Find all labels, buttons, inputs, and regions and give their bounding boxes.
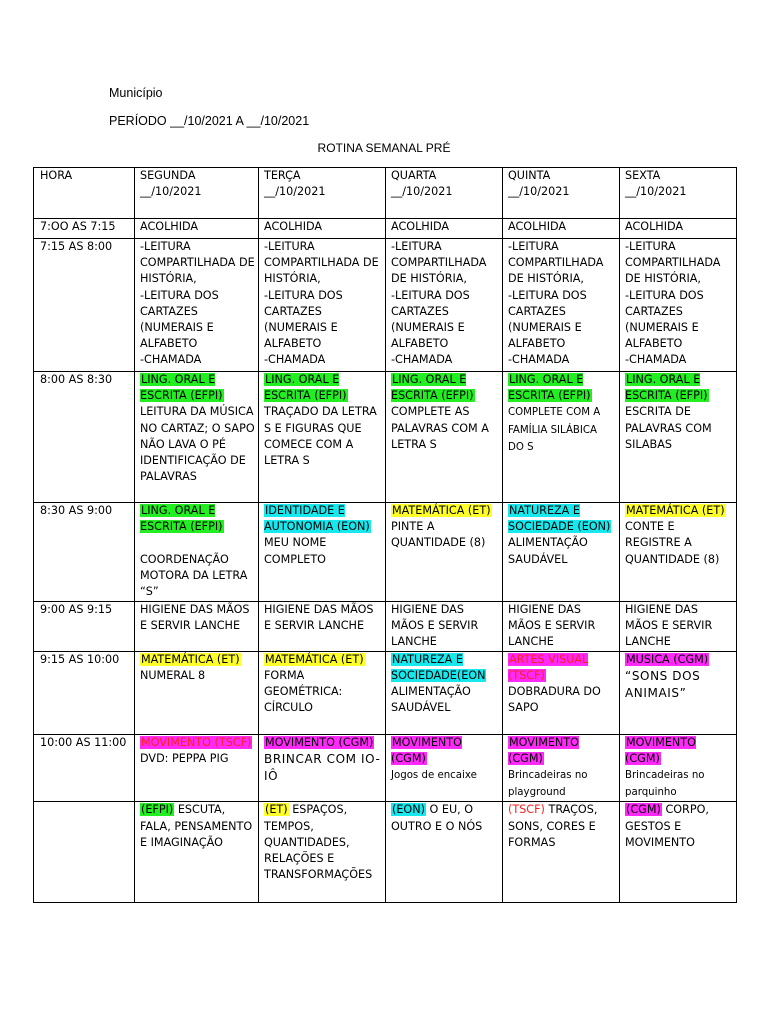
field-tag: (EFPI) [141, 803, 174, 817]
municipio-label: Município [109, 86, 163, 100]
activity-cell: ACOLHIDA [503, 219, 620, 239]
subject-tag: NATUREZA E SOCIEDADE(EON [391, 652, 486, 682]
activity-cell: ARTES VISUAL (TSCF) DOBRADURA DO SAPO [503, 651, 620, 734]
field-tag: (EON) [392, 803, 425, 817]
field-tag: (ET) [265, 803, 288, 817]
activity-cell: ACOLHIDA [259, 219, 386, 239]
time-cell [34, 802, 135, 903]
activity-cell: HIGIENE DAS MÃOS E SERVIR LANCHE [620, 602, 737, 652]
subject-tag: MUSICA (CGM) [626, 652, 709, 666]
activity-cell: IDENTIDADE E AUTONOMIA (EON) MEU NOME COMPLETO [259, 503, 386, 602]
activity-cell: (TSCF) TRAÇOS, SONS, CORES E FORMAS [503, 802, 620, 903]
activity-cell: -LEITURA COMPARTILHADA DE HISTÓRIA, -LEITURA DOS CARTAZES (NUMERAIS E ALFABETO -CHAMADA [503, 239, 620, 372]
header-cell-hora: HORA [34, 168, 135, 219]
subject-tag: LING. ORAL E ESCRITA (EFPI) [264, 373, 347, 403]
activity-cell: MATEMÁTICA (ET) FORMA GEOMÉTRICA: CÍRCULO [259, 651, 386, 734]
table-row [34, 802, 737, 903]
table-row [34, 734, 737, 802]
activity-cell: -LEITURA COMPARTILHADA DE HISTÓRIA, -LEITURA DOS CARTAZES (NUMERAIS E ALFABETO -CHAMADA [386, 239, 503, 372]
activity-cell: -LEITURA COMPARTILHADA DE HISTÓRIA, -LEITURA DOS CARTAZES (NUMERAIS E ALFABETO -CHAMADA [259, 239, 386, 372]
subject-tag: LING. ORAL E ESCRITA (EFPI) [625, 373, 708, 403]
activity-cell: ACOLHIDA [620, 219, 737, 239]
time-cell: 8:30 AS 9:00 [34, 503, 135, 602]
activity-cell: MATEMÁTICA (ET) PINTE A QUANTIDADE (8) [386, 503, 503, 602]
activity-cell: MOVIMENTO (CGM) Brincadeiras no parquinho [620, 734, 737, 802]
header-cell-segunda: SEGUNDA __/10/2021 [135, 168, 259, 219]
activity-cell: HIGIENE DAS MÃOS E SERVIR LANCHE [135, 602, 259, 652]
subject-tag: MOVIMENTO (CGM) [508, 735, 579, 765]
subject-tag: NATUREZA E SOCIEDADE (EON) [508, 504, 611, 534]
activity-cell: HIGIENE DAS MÃOS E SERVIR LANCHE [503, 602, 620, 652]
subject-tag: ARTES VISUAL (TSCF) [508, 652, 589, 682]
activity-cell: NATUREZA E SOCIEDADE(EON ALIMENTAÇÃO SAUDÁVEL [386, 651, 503, 734]
activity-cell: MOVIMENTO (CGM) Jogos de encaixe [386, 734, 503, 802]
time-cell: 8:00 AS 8:30 [34, 372, 135, 503]
table-row [34, 239, 737, 372]
subject-tag: LING. ORAL E ESCRITA (EFPI) [140, 504, 223, 534]
subject-tag: MATEMÁTICA (ET) [626, 504, 725, 517]
time-cell: 9:15 AS 10:00 [34, 651, 135, 734]
subject-tag: MATEMÁTICA (ET) [392, 504, 491, 517]
table-row [34, 372, 737, 503]
subject-tag: LING. ORAL E ESCRITA (EFPI) [508, 373, 591, 403]
subject-tag: MOVIMENTO (TSCF) [141, 735, 252, 749]
weekly-routine-table [33, 167, 737, 903]
subject-tag: MOVIMENTO (CGM) [265, 735, 374, 749]
activity-cell: (EFPI) ESCUTA, FALA, PENSAMENTO E IMAGINAÇÃO [135, 802, 259, 903]
time-cell: 10:00 AS 11:00 [34, 734, 135, 802]
periodo-label: PERÍODO __/10/2021 A __/10/2021 [109, 114, 310, 128]
activity-cell: ACOLHIDA [135, 219, 259, 239]
time-cell: 7:15 AS 8:00 [34, 239, 135, 372]
activity-cell: LING. ORAL E ESCRITA (EFPI) TRAÇADO DA LETRA S E FIGURAS QUE COMECE COM A LETRA S [259, 372, 386, 503]
subject-tag: MATEMÁTICA (ET) [141, 652, 240, 666]
activity-cell: NATUREZA E SOCIEDADE (EON) ALIMENTAÇÃO SAUDÁVEL [503, 503, 620, 602]
subject-tag: LING. ORAL E ESCRITA (EFPI) [140, 373, 223, 403]
subject-tag: MOVIMENTO (CGM) [625, 735, 696, 765]
activity-cell: MUSICA (CGM) “SONS DOS ANIMAIS” [620, 651, 737, 734]
activity-cell: MOVIMENTO (TSCF) DVD: PEPPA PIG [135, 734, 259, 802]
activity-cell: HIGIENE DAS MÃOS E SERVIR LANCHE [259, 602, 386, 652]
subject-tag: IDENTIDADE E AUTONOMIA (EON) [264, 504, 370, 534]
activity-cell: -LEITURA COMPARTILHADA DE HISTÓRIA, -LEITURA DOS CARTAZES (NUMERAIS E ALFABETO -CHAMADA [135, 239, 259, 372]
header-cell-quarta: QUARTA __/10/2021 [386, 168, 503, 219]
table-header-row [34, 168, 737, 219]
table-row [34, 219, 737, 239]
document-title: ROTINA SEMANAL PRÉ [317, 141, 451, 155]
activity-cell: ACOLHIDA [386, 219, 503, 239]
activity-cell: -LEITURA COMPARTILHADA DE HISTÓRIA, -LEITURA DOS CARTAZES (NUMERAIS E ALFABETO -CHAMADA [620, 239, 737, 372]
activity-cell: MOVIMENTO (CGM) BRINCAR COM IO-IÔ [259, 734, 386, 802]
field-tag: (TSCF) [508, 803, 545, 817]
header-cell-terca: TERÇA __/10/2021 [259, 168, 386, 219]
time-cell: 7:OO AS 7:15 [34, 219, 135, 239]
activity-cell: LING. ORAL E ESCRITA (EFPI) ESCRITA DE PALAVRAS COM SILABAS [620, 372, 737, 503]
table-row [34, 651, 737, 734]
header-cell-sexta: SEXTA __/10/2021 [620, 168, 737, 219]
subject-tag: MOVIMENTO (CGM) [391, 735, 462, 765]
activity-cell: MOVIMENTO (CGM) Brincadeiras no playground [503, 734, 620, 802]
activity-cell: (CGM) CORPO, GESTOS E MOVIMENTO [620, 802, 737, 903]
time-cell: 9:00 AS 9:15 [34, 602, 135, 652]
activity-cell: MATEMÁTICA (ET) CONTE E REGISTRE A QUANTIDADE (8) [620, 503, 737, 602]
activity-cell: LING. ORAL E ESCRITA (EFPI) COMPLETE COM A FAMÍLIA SILÁBICA DO S [503, 372, 620, 503]
subject-tag: LING. ORAL E ESCRITA (EFPI) [391, 373, 474, 403]
activity-cell: (ET) ESPAÇOS, TEMPOS, QUANTIDADES, RELAÇÕES E TRANSFORMAÇÕES [259, 802, 386, 903]
table-row [34, 602, 737, 652]
activity-cell: HIGIENE DAS MÃOS E SERVIR LANCHE [386, 602, 503, 652]
header-cell-quinta: QUINTA __/10/2021 [503, 168, 620, 219]
activity-cell: (EON) O EU, O OUTRO E O NÓS [386, 802, 503, 903]
activity-cell: LING. ORAL E ESCRITA (EFPI) COORDENAÇÃO MOTORA DA LETRA “S” [135, 503, 259, 602]
activity-cell: LING. ORAL E ESCRITA (EFPI) COMPLETE AS PALAVRAS COM A LETRA S [386, 372, 503, 503]
subject-tag: MATEMÁTICA (ET) [265, 652, 364, 666]
activity-cell: MATEMÁTICA (ET) NUMERAL 8 [135, 651, 259, 734]
activity-cell: LING. ORAL E ESCRITA (EFPI) LEITURA DA MÚSICA NO CARTAZ; O SAPO NÃO LAVA O PÉ IDENTIFICAÇÃO DE PALAVRAS [135, 372, 259, 503]
table-row [34, 503, 737, 602]
field-tag: (CGM) [626, 803, 661, 817]
